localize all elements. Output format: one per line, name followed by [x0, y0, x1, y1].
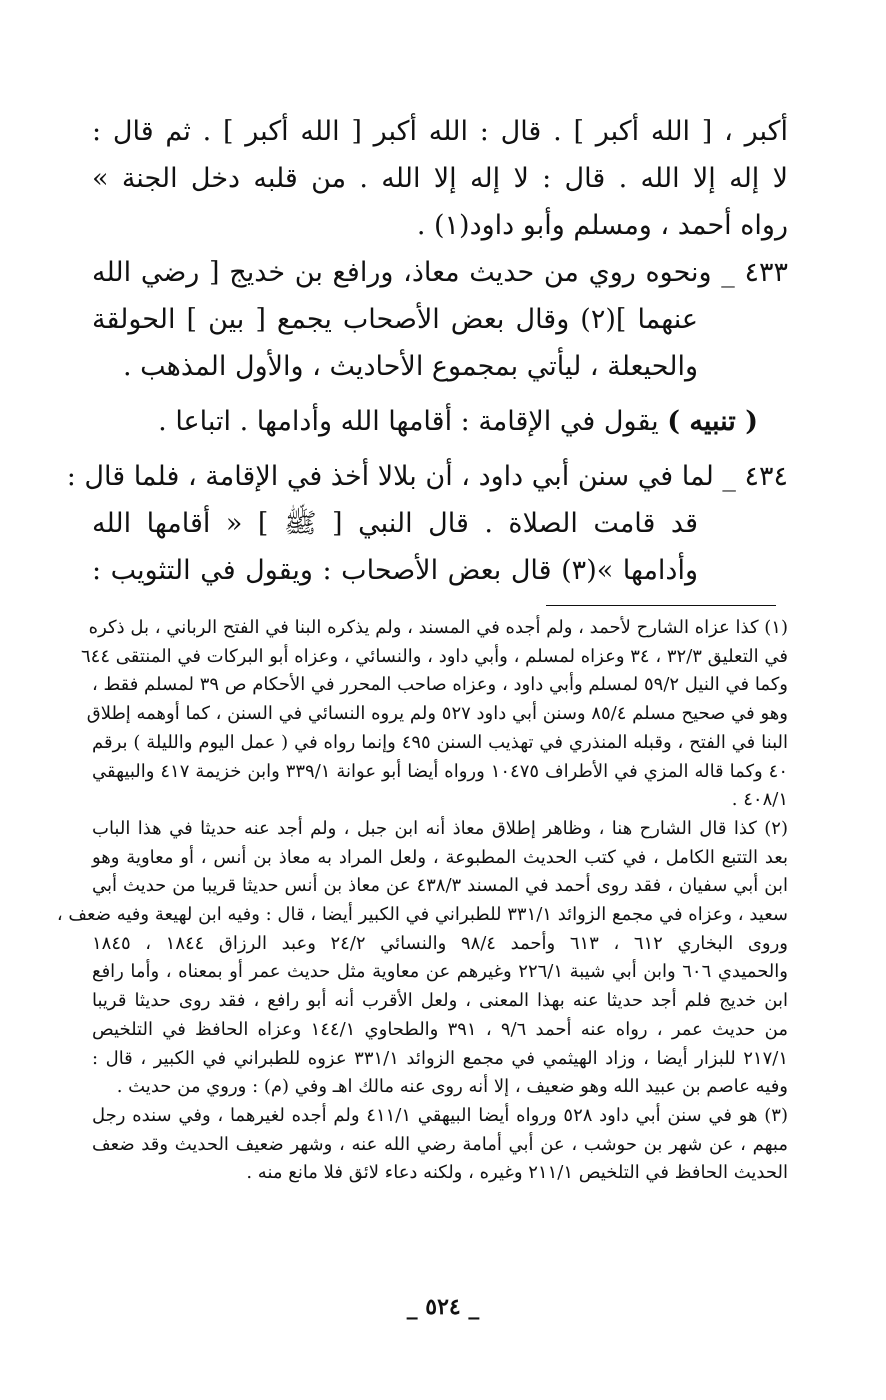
paragraph-434-line: قد قامت الصلاة . قال النبي [ ﷺ ] « أقامها الله [92, 508, 698, 539]
tanbih-text: يقول في الإقامة : أقامها الله وأدامها . اتباعا . [158, 406, 668, 437]
footnote-line: والحميدي ٦٠٦ وابن أبي شيبة ٢٢٦/١ وغيرهم عن معاوية مثل حديث عمر أو بمعناه ، وأما رافع [92, 961, 788, 983]
footnote-line: في التعليق ٣٢/٣ ، ٣٤ وعزاه لمسلم ، وأبي داود ، والنسائي ، وعزاه أبو البركات في المنتقى ٦٤٤ [81, 645, 788, 667]
footnote-line: وروى البخاري ٦١٢ ، ٦١٣ وأحمد ٩٨/٤ والنسائي ٢٤/٢ وعبد الرزاق ١٨٤٤ ، ١٨٤٥ [92, 932, 788, 954]
footnote-line: من حديث عمر ، رواه عنه أحمد ٩/٦ ، ٣٩١ والطحاوي ١٤٤/١ وعزاه الحافظ في التلخيص [92, 1018, 788, 1040]
footnote-line: بعد التتبع الكامل ، في كتب الحديث المطبوعة ، ولعل المراد به معاذ بن أنس ، أو معاوية وهو [92, 846, 788, 868]
footnote-line: سعيد ، وعزاه في مجمع الزوائد ٣٣١/١ للطبراني في الكبير أيضا ، قال : وفيه ابن لهيعة وفيه ضعف ، [56, 904, 788, 926]
paragraph-433-line: عنهما ](٢) وقال بعض الأصحاب يجمع [ بين ] الحولقة [92, 304, 698, 335]
main-text-block [66, 108, 788, 594]
footnote-line: ابن خديج فلم أجد حديثا عنه بهذا المعنى ، ولعل الأقرب أنه أبو رافع ، فقد روى حديثا قريبا [92, 990, 788, 1012]
main-line: أكبر ، [ الله أكبر ] . قال : الله أكبر [ الله أكبر ] . ثم قال : [92, 116, 788, 147]
footnote-line: ابن أبي سفيان ، فقد روى أحمد في المسند ٤٣٨/٣ عن معاذ بن أنس حديثا قريبا من حديث أبي [92, 875, 789, 897]
page-number: _ ٥٢٤ _ [406, 1294, 480, 1320]
footnote-line: (٢) كذا قال الشارح هنا ، وظاهر إطلاق معاذ أنه ابن جبل ، ولم أجد عنه حديثا في هذا الباب [92, 817, 788, 839]
footnote-line: وفيه عاصم بن عبيد الله وهو ضعيف ، إلا أنه روى عنه مالك اهـ وفي (م) : وروي من حديث . [116, 1076, 788, 1098]
paragraph-434-line: وأدامها »(٣) قال بعض الأصحاب : ويقول في التثويب : [92, 555, 698, 586]
paragraph-434-line: ٤٣٤ _ لما في سنن أبي داود ، أن بلالا أخذ في الإقامة ، فلما قال : [66, 461, 788, 492]
footnote-line: وهو في صحيح مسلم ٨٥/٤ وسنن أبي داود ٥٢٧ ولم يروه النسائي في السنن ، كما أوهمه إطلاق [86, 703, 788, 725]
footnote-line: البنا في الفتح ، وقبله المنذري في تهذيب السنن ٤٩٥ وإنما رواه في ( عمل اليوم والليلة ) برقم [92, 731, 788, 753]
footnote-line: ٤٠ وكما قاله المزي في الأطراف ١٠٤٧٥ ورواه أيضا أبو عوانة ٣٣٩/١ وابن خزيمة ٤١٧ والبيهقي [92, 760, 789, 782]
main-line: رواه أحمد ، ومسلم وأبو داود(١) . [416, 210, 788, 241]
footnotes-block [56, 614, 789, 1188]
footnote-line: مبهم ، عن شهر بن حوشب ، عن أبي أمامة رضي الله عنه ، وشهر ضعيف الحديث وقد ضعف [92, 1133, 788, 1155]
footnote-separator [546, 605, 776, 606]
footnote-line: (١) كذا عزاه الشارح لأحمد ، ولم أجده في المسند ، ولم يذكره البنا في الفتح الرباني ، بل ذكره [88, 617, 788, 638]
paragraph-433-line: والحيعلة ، ليأتي بمجموع الأحاديث ، والأول المذهب . [122, 351, 698, 382]
footnote-line: ٤٠٨/١ . [731, 789, 788, 811]
footnote-line: وكما في النيل ٥٩/٢ لمسلم وأبي داود ، وعزاه صاحب المحرر في الأحكام ص ٣٩ لمسلم فقط ، [92, 674, 788, 696]
footnote-line: ٢١٧/١ للبزار أيضا ، وزاد الهيثمي في مجمع الزوائد ٣٣١/١ عزوه للطبراني في الكبير ، قال : [92, 1047, 788, 1069]
main-line: لا إله إلا الله . قال : لا إله إلا الله . من قلبه دخل الجنة » [92, 163, 788, 194]
footnote-line: الحديث الحافظ في التلخيص ٢١١/١ وغيره ، ولكنه دعاء لائق فلا مانع منه . [246, 1162, 788, 1184]
tanbih-label: ( تنبيه ) [667, 406, 758, 437]
tanbih-note [92, 398, 788, 445]
paragraph-433-line: ٤٣٣ _ ونحوه روي من حديث معاذ، ورافع بن خديج [ رضي الله [92, 257, 788, 288]
footnote-line: (٣) هو في سنن أبي داود ٥٢٨ ورواه أيضا البيهقي ٤١١/١ ولم أجده لغيرهما ، وفي سنده رجل [92, 1104, 788, 1126]
